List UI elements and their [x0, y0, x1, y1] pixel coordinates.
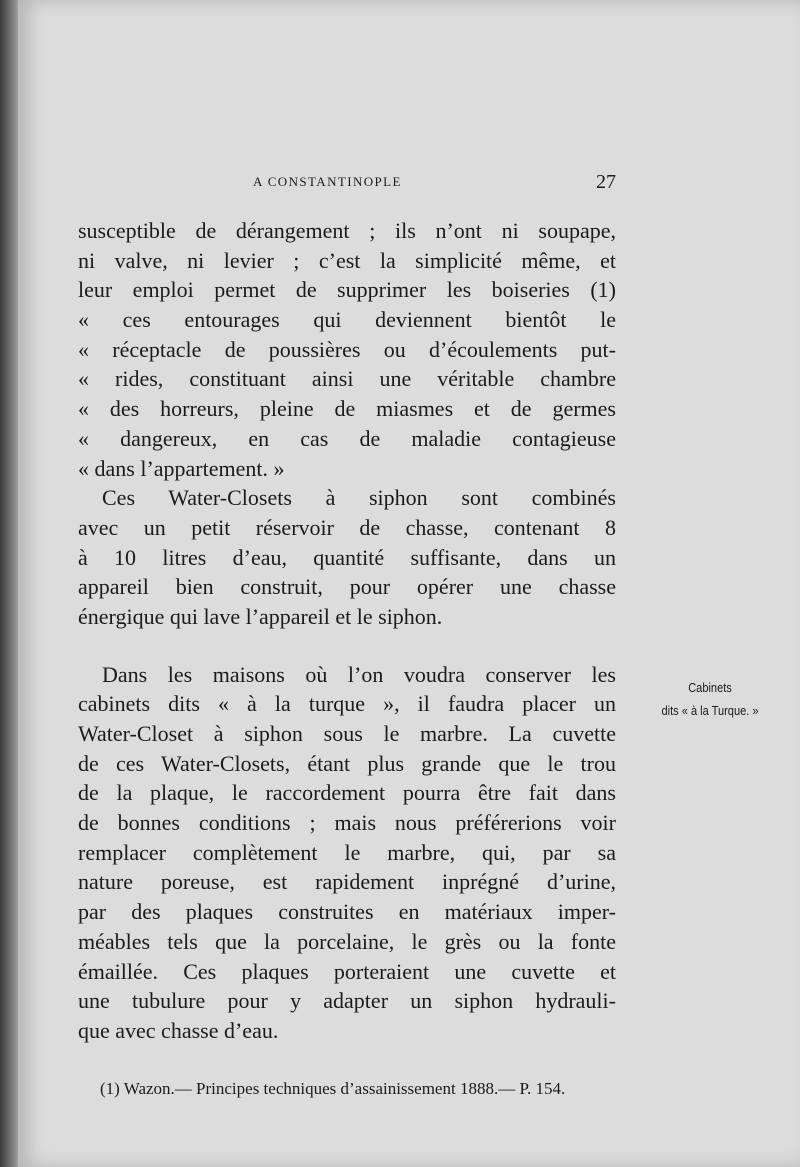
text-line: leur emploi permet de supprimer les boiseries (1) [78, 277, 616, 303]
text-line: susceptible de dérangement ; ils n’ont ni soupape, [78, 218, 616, 243]
text-line: Water-Closet à siphon sous le marbre. La cuvette [78, 721, 616, 746]
page-header [78, 171, 618, 197]
text-line: de la plaque, le raccordement pourra être fait dans [78, 780, 616, 806]
margin-note-line: Cabinets [688, 680, 732, 695]
margin-note [642, 676, 778, 722]
text-line: « ces entourages qui deviennent bientôt le [78, 307, 616, 333]
text-line: à 10 litres d’eau, quantité suffisante, dans un [78, 544, 616, 570]
footnote: (1) Wazon.— Principes techniques d’assainissement 1888.— P. 154. [100, 1079, 566, 1098]
paragraph [78, 483, 616, 631]
paragraph [78, 660, 616, 1046]
text-line: Ces Water-Closets à siphon sont combinés [102, 485, 616, 511]
text-line: nature poreuse, est rapidement inprégné d’urine, [78, 869, 616, 895]
text-line: par des plaques construites en matériaux imper- [78, 899, 616, 925]
page-number: 27 [596, 171, 616, 193]
text-line: méables tels que la porcelaine, le grès ou la fonte [78, 928, 616, 954]
paragraph [78, 216, 616, 483]
text-line: une tubulure pour y adapter un siphon hydrauli- [78, 988, 616, 1014]
text-line: avec un petit réservoir de chasse, contenant 8 [78, 514, 616, 540]
body-text [78, 216, 616, 1046]
text-line: cabinets dits « à la turque », il faudra placer un [78, 691, 616, 717]
text-line: appareil bien construit, pour opérer une chasse [78, 574, 616, 600]
text-line: « dans l’appartement. » [78, 455, 285, 481]
paragraph-spacer [78, 632, 616, 660]
text-line: de bonnes conditions ; mais nous préférerions voir [78, 810, 616, 836]
text-line: que avec chasse d’eau. [78, 1017, 279, 1043]
text-line: « rides, constituant ainsi une véritable chambre [78, 366, 616, 392]
text-line: énergique qui lave l’appareil et le siphon. [78, 603, 443, 629]
text-line: « dangereux, en cas de maladie contagieuse [78, 425, 616, 451]
text-line: « réceptacle de poussières ou d’écoulements put- [78, 336, 616, 362]
margin-note-line: dits « à la Turque. » [661, 703, 759, 718]
text-line: émaillée. Ces plaques porteraient une cuvette et [78, 958, 616, 984]
running-head: A CONSTANTINOPLE [253, 174, 402, 189]
text-line: remplacer complètement le marbre, qui, par sa [78, 839, 616, 865]
text-line: de ces Water-Closets, étant plus grande que le trou [78, 750, 616, 776]
text-line: ni valve, ni levier ; c’est la simplicité même, et [78, 247, 616, 273]
text-line: « des horreurs, pleine de miasmes et de germes [78, 396, 616, 422]
text-line: Dans les maisons où l’on voudra conserver les [102, 661, 616, 687]
